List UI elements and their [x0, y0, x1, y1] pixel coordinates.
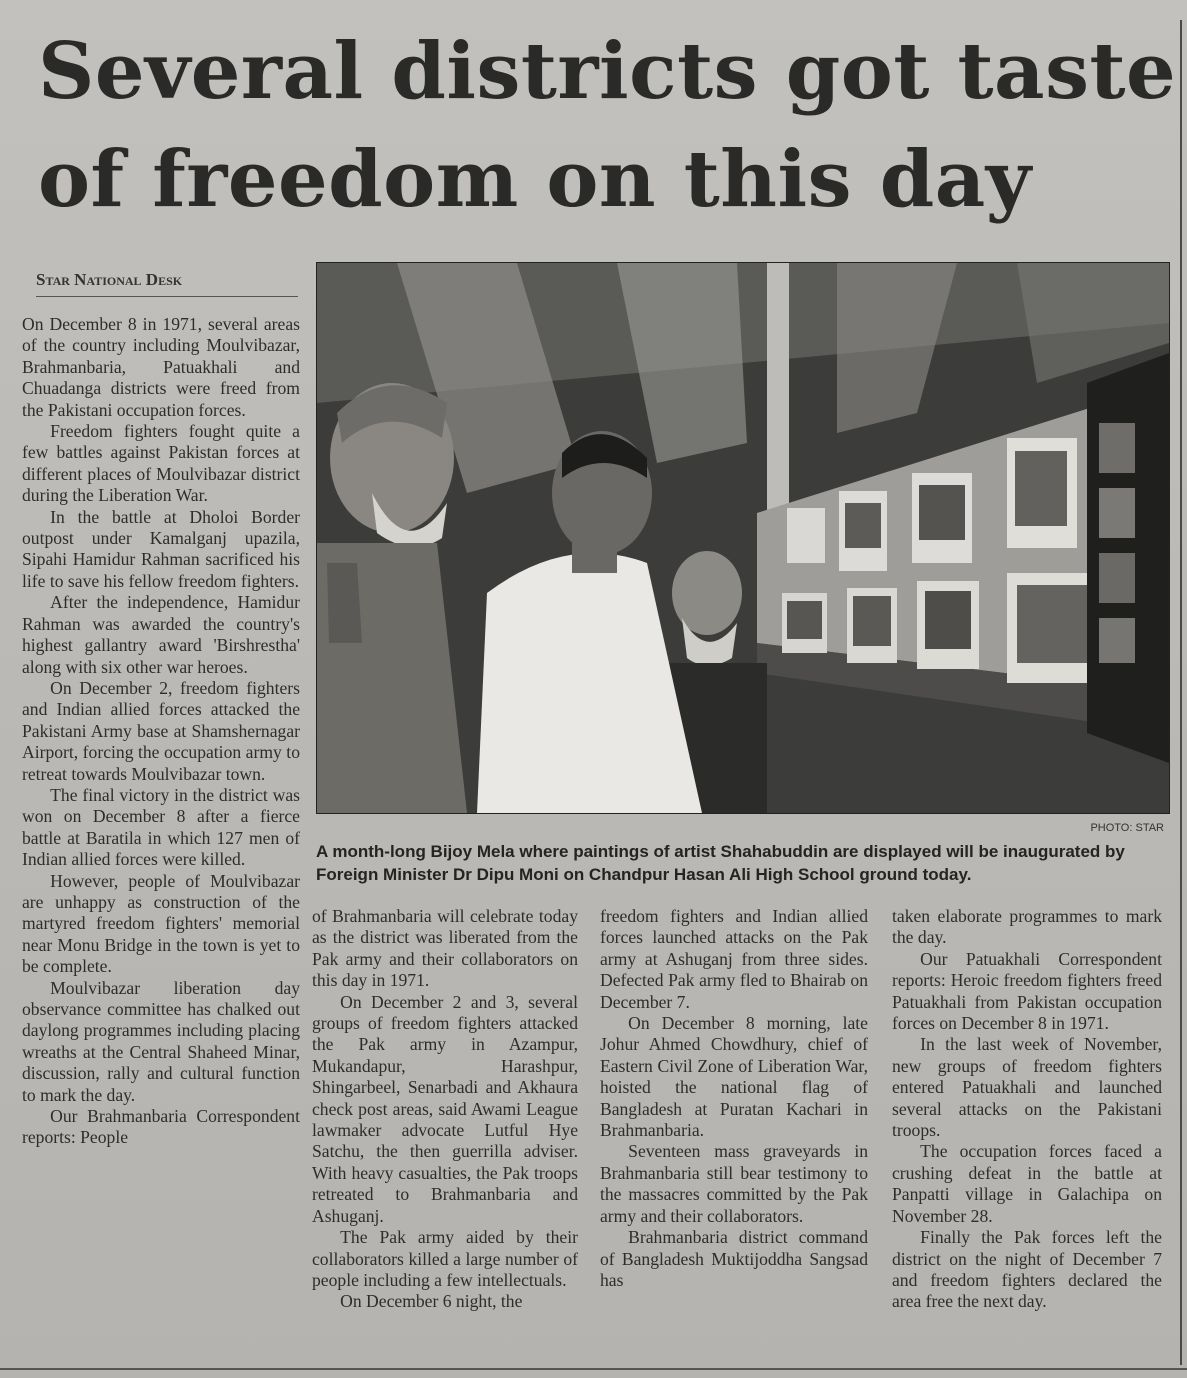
- article-column-1: [22, 314, 300, 1149]
- paragraph: The final victory in the district was won on December 8 after a fierce battle at Baratila in which 127 men of Indian allied forces were killed.: [22, 784, 300, 870]
- paragraph: On December 8 in 1971, several areas of the country including Moulvibazar, Brahmanbaria, Patuakhali and Chuadanga districts were freed from the Pakistani occupation forces.: [22, 314, 300, 420]
- page-bottom-rule: [0, 1368, 1187, 1370]
- headline: Several districts got taste of freedom on this day: [38, 26, 1177, 225]
- byline: Star National Desk: [36, 270, 298, 297]
- paragraph: On December 6 night, the: [340, 1291, 523, 1312]
- paragraph: Finally the Pak forces left the district on the night of December 7 and freedom fighters declared the area free the next day.: [892, 1227, 1162, 1312]
- news-photo: [316, 262, 1170, 814]
- photo-caption: A month-long Bijoy Mela where paintings of artist Shahabuddin are displayed will be inaugurated by Foreign Minister Dr Dipu Moni on Chandpur Hasan Ali High School ground today.: [316, 842, 1125, 884]
- paragraph: taken elaborate programmes to mark the day.: [892, 906, 1162, 948]
- column-rule: [1180, 20, 1182, 1365]
- paragraph: of Brahmanbaria will celebrate today as the district was liberated from the Pak army and their collaborators on this day in 1971.: [312, 906, 578, 991]
- paragraph: However, people of Moulvibazar are unhappy as construction of the martyred freedom fighters' memorial near Monu Bridge in the town is yet to be complete.: [22, 870, 300, 977]
- article-column-2: [312, 906, 578, 1313]
- paragraph: Moulvibazar liberation day observance committee has chalked out daylong programmes including placing wreaths at the Central Shaheed Minar, discussion, rally and cultural function to mark the day.: [22, 977, 300, 1105]
- photo-credit: PHOTO: STAR: [1090, 822, 1164, 834]
- paragraph: In the last week of November, new groups of freedom fighters entered Patuakhali and launched several attacks on the Pakistani troops.: [892, 1034, 1162, 1141]
- article-column-4: [892, 906, 1162, 1313]
- paragraph: The occupation forces faced a crushing defeat in the battle at Panpatti village in Galachipa on November 28.: [892, 1141, 1162, 1226]
- paragraph: Freedom fighters fought quite a few battles against Pakistan forces at different places of Moulvibazar district during the Liberation War.: [22, 421, 300, 506]
- paragraph: freedom fighters and Indian allied forces launched attacks on the Pak army at Ashuganj from three sides. Defected Pak army fled to Bhairab on December 7.: [600, 906, 868, 1012]
- photo-illustration: [317, 263, 1169, 813]
- paragraph: Our Brahmanbaria Correspondent reports: People: [22, 1106, 300, 1148]
- paragraph: On December 2, freedom fighters and Indian allied forces attacked the Pakistani Army base at Shamshernagar Airport, forcing the occupation army to retreat towards Moulvibazar town.: [22, 677, 300, 784]
- article-column-3: [600, 906, 868, 1291]
- paragraph: Seventeen mass graveyards in Brahmanbaria still bear testimony to the massacres committed by the Pak army and their collaborators.: [600, 1141, 868, 1226]
- paragraph: On December 2 and 3, several groups of freedom fighters attacked the Pak army in Azampur, Mukandapur, Harashpur, Shingarbeel, Senarbadi and Akhaura check post areas, said Awami League lawmaker advocate Lutful Hye Satchu, the then guerrilla adviser. With heavy casualties, the Pak troops retreated to Brahmanbaria and Ashuganj.: [312, 991, 578, 1226]
- paragraph: On December 8 morning, late Johur Ahmed Chowdhury, chief of Eastern Civil Zone of Liberation War, hoisted the national flag of Bangladesh at Puratan Kachari in Brahmanbaria.: [600, 1013, 868, 1141]
- paragraph: Brahmanbaria district command of Bangladesh Muktijoddha Sangsad has: [600, 1227, 868, 1290]
- paragraph: Our Patuakhali Correspondent reports: Heroic freedom fighters freed Patuakhali from Pakistan occupation forces on December 8 in 1971.: [892, 948, 1162, 1034]
- paragraph: In the battle at Dholoi Border outpost under Kamalganj upazila, Sipahi Hamidur Rahman sacrificed his life to save his fellow freedom fighters.: [22, 506, 300, 591]
- paragraph: After the independence, Hamidur Rahman was awarded the country's highest gallantry award 'Birshrestha' along with six other war heroes.: [22, 592, 300, 677]
- paragraph: The Pak army aided by their collaborators killed a large number of people including a few intellectuals.: [312, 1227, 578, 1290]
